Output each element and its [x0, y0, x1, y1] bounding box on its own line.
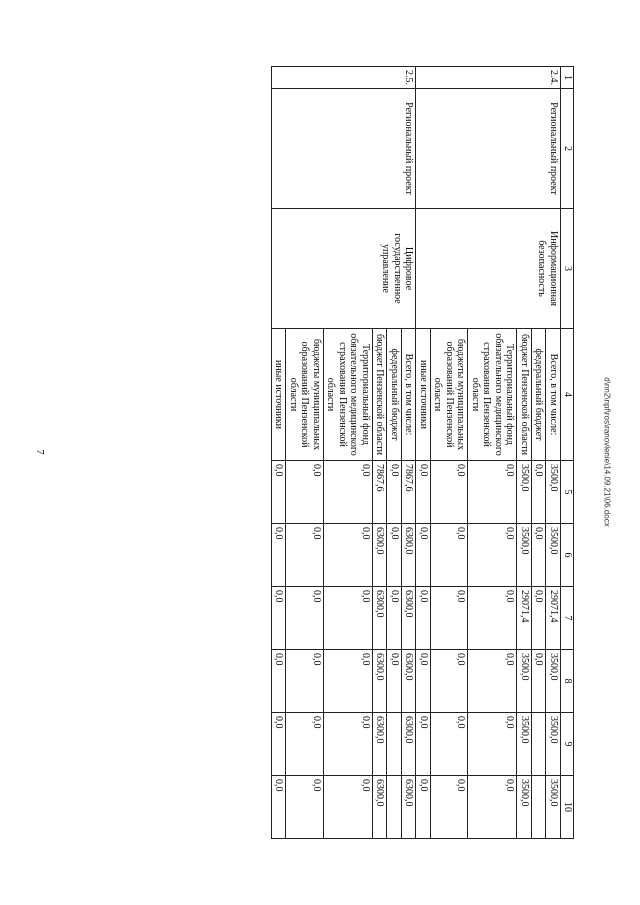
amount-cell: 3500,0 — [546, 524, 561, 587]
amount-cell: 0,0 — [324, 587, 373, 650]
funding-source: Всего, в том числе: — [402, 329, 417, 461]
amount-cell — [532, 776, 547, 839]
col-header: 5 — [561, 461, 574, 524]
financing-table — [271, 66, 574, 839]
amount-cell: 0,0 — [468, 461, 517, 524]
amount-cell: 0,0 — [416, 587, 431, 650]
funding-source: федеральный бюджет — [532, 329, 547, 461]
amount-cell: 0,0 — [532, 461, 547, 524]
table-row — [402, 67, 417, 839]
table-body — [272, 67, 561, 839]
amount-cell: 6300,0 — [373, 524, 388, 587]
amount-cell: 3500,0 — [517, 776, 532, 839]
amount-cell: 0,0 — [286, 524, 324, 587]
amount-cell: 0,0 — [272, 650, 287, 713]
amount-cell: 0,0 — [272, 524, 287, 587]
project-name: Информационная безопасность — [416, 209, 561, 329]
amount-cell: 0,0 — [416, 776, 431, 839]
rotated-table-wrapper — [66, 66, 574, 838]
col-header: 3 — [561, 209, 574, 329]
amount-cell: 0,0 — [416, 713, 431, 776]
amount-cell: 0,0 — [431, 461, 469, 524]
table-row — [546, 67, 561, 839]
col-header: 10 — [561, 776, 574, 839]
funding-source: Всего, в том числе: — [546, 329, 561, 461]
amount-cell: 3500,0 — [517, 713, 532, 776]
project-name: Цифровое государственное управление — [272, 209, 417, 329]
amount-cell: 0,0 — [532, 587, 547, 650]
funding-source: бюджеты муниципальных образований Пензенской области — [286, 329, 324, 461]
funding-source: Территориальный фонд обязательного медицинского страхования Пензенской области — [468, 329, 517, 461]
amount-cell: 0,0 — [532, 524, 547, 587]
col-header: 9 — [561, 713, 574, 776]
amount-cell: 0,0 — [532, 650, 547, 713]
amount-cell — [532, 713, 547, 776]
amount-cell: 3500,0 — [517, 524, 532, 587]
amount-cell: 6300,0 — [373, 650, 388, 713]
amount-cell: 0,0 — [272, 776, 287, 839]
col-header: 6 — [561, 524, 574, 587]
amount-cell: 0,0 — [324, 524, 373, 587]
amount-cell: 0,0 — [416, 524, 431, 587]
document-path-footer: d\nn2\npf\ros\ranovlenie\14.09.21\06.docx — [602, 377, 612, 527]
amount-cell: 0,0 — [387, 524, 402, 587]
column-number-row — [561, 67, 574, 839]
amount-cell: 0,0 — [286, 587, 324, 650]
amount-cell: 0,0 — [286, 461, 324, 524]
amount-cell: 6300,0 — [402, 524, 417, 587]
amount-cell: 3500,0 — [546, 776, 561, 839]
amount-cell: 3500,0 — [517, 650, 532, 713]
section-number: 2.4. — [416, 67, 561, 89]
amount-cell: 0,0 — [468, 587, 517, 650]
project-type: Региональный проект — [272, 89, 417, 209]
col-header: 1 — [561, 67, 574, 89]
amount-cell: 0,0 — [416, 650, 431, 713]
amount-cell: 0,0 — [272, 461, 287, 524]
amount-cell: 0,0 — [324, 461, 373, 524]
amount-cell: 0,0 — [324, 713, 373, 776]
amount-cell: 0,0 — [286, 776, 324, 839]
col-header: 4 — [561, 329, 574, 461]
funding-source: Территориальный фонд обязательного медицинского страхования Пензенской области — [324, 329, 373, 461]
page-number: 7 — [34, 449, 46, 455]
amount-cell: 0,0 — [286, 713, 324, 776]
amount-cell: 0,0 — [387, 461, 402, 524]
col-header: 7 — [561, 587, 574, 650]
amount-cell: 6300,0 — [373, 713, 388, 776]
section-number: 2.5. — [272, 67, 417, 89]
amount-cell: 29071,4 — [546, 587, 561, 650]
amount-cell: 6300,0 — [373, 776, 388, 839]
col-header: 8 — [561, 650, 574, 713]
amount-cell: 0,0 — [468, 524, 517, 587]
amount-cell: 3500,0 — [546, 713, 561, 776]
amount-cell: 6300,0 — [402, 587, 417, 650]
amount-cell — [387, 776, 402, 839]
amount-cell: 7867,6 — [373, 461, 388, 524]
amount-cell: 0,0 — [431, 587, 469, 650]
amount-cell: 6300,0 — [373, 587, 388, 650]
funding-source: бюджет Пензенской области — [517, 329, 532, 461]
amount-cell: 29071,4 — [517, 587, 532, 650]
amount-cell: 0,0 — [431, 524, 469, 587]
amount-cell: 0,0 — [431, 650, 469, 713]
amount-cell: 0,0 — [387, 650, 402, 713]
funding-source: федеральный бюджет — [387, 329, 402, 461]
amount-cell: 6300,0 — [402, 776, 417, 839]
amount-cell: 0,0 — [272, 587, 287, 650]
amount-cell: 0,0 — [324, 776, 373, 839]
funding-source: бюджеты муниципальных образований Пензенской области — [431, 329, 469, 461]
amount-cell: 6300,0 — [402, 650, 417, 713]
amount-cell: 6300,0 — [402, 713, 417, 776]
amount-cell: 0,0 — [431, 776, 469, 839]
amount-cell: 0,0 — [416, 461, 431, 524]
funding-source: иные источники — [272, 329, 287, 461]
amount-cell: 0,0 — [272, 713, 287, 776]
funding-source: бюджет Пензенской области — [373, 329, 388, 461]
amount-cell: 0,0 — [468, 713, 517, 776]
amount-cell: 7867,6 — [402, 461, 417, 524]
amount-cell: 3500,0 — [517, 461, 532, 524]
col-header: 2 — [561, 89, 574, 209]
amount-cell: 0,0 — [468, 776, 517, 839]
project-type: Региональный проект — [416, 89, 561, 209]
amount-cell — [387, 713, 402, 776]
amount-cell: 0,0 — [387, 587, 402, 650]
amount-cell: 3500,0 — [546, 461, 561, 524]
amount-cell: 0,0 — [431, 713, 469, 776]
funding-source: иные источники — [416, 329, 431, 461]
amount-cell: 0,0 — [468, 650, 517, 713]
amount-cell: 3500,0 — [546, 650, 561, 713]
amount-cell: 0,0 — [286, 650, 324, 713]
amount-cell: 0,0 — [324, 650, 373, 713]
